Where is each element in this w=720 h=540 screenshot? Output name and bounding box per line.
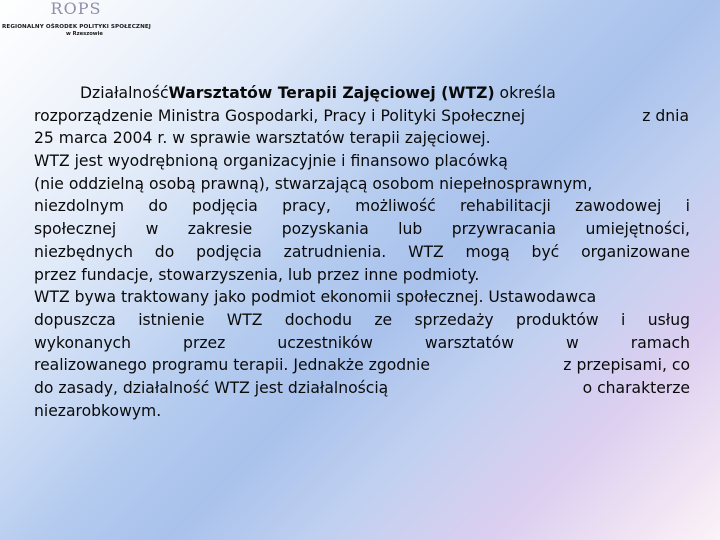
- text-line: [34, 264, 690, 287]
- text-segment: z dnia: [642, 106, 689, 125]
- text-segment: do: [148, 197, 168, 216]
- body-text: [34, 82, 690, 422]
- text-segment: Działalność: [80, 84, 169, 102]
- text-segment: określa: [494, 84, 556, 102]
- text-segment: mogą: [465, 242, 510, 261]
- text-segment: organizowane: [581, 242, 690, 261]
- text-segment: WTZ: [226, 310, 263, 329]
- text-segment: istnienie: [138, 310, 205, 329]
- text-segment: ramach: [630, 333, 690, 352]
- text-line: [34, 195, 690, 218]
- text-segment: 25 marca 2004 r. w sprawie warsztatów terapii zajęciowej.: [34, 129, 491, 148]
- text-segment: przez: [183, 333, 226, 352]
- text-segment: WTZ: [408, 242, 444, 261]
- logo-org-city: w Rzeszowie: [66, 31, 103, 37]
- logo-mark: ROPS: [50, 0, 102, 18]
- text-segment: niezbędnych: [34, 242, 133, 261]
- paragraph: [34, 150, 690, 286]
- text-segment: o charakterze: [582, 378, 690, 397]
- text-line: [34, 354, 690, 377]
- text-line: [34, 127, 690, 150]
- text-segment: możliwość: [355, 197, 436, 216]
- text-segment: pozyskania: [281, 220, 369, 239]
- text-line: [34, 377, 690, 400]
- text-line: [34, 173, 690, 196]
- text-segment: WTZ bywa traktowany jako podmiot ekonomii społecznej. Ustawodawca: [34, 288, 597, 307]
- paragraph: [34, 286, 690, 422]
- text-segment: rehabilitacji: [459, 197, 551, 216]
- text-segment: niezdolnym: [34, 197, 125, 216]
- text-segment: do zasady, działalność WTZ jest działalnością: [34, 378, 389, 397]
- text-segment: WTZ jest wyodrębnioną organizacyjnie i finansowo placówką: [34, 152, 508, 171]
- text-segment: dochodu: [284, 310, 352, 329]
- text-segment: rozporządzenie Ministra Gospodarki, Pracy i Polityki Społecznej: [34, 106, 526, 125]
- text-segment: w: [566, 333, 579, 352]
- text-segment: dopuszcza: [34, 310, 116, 329]
- text-segment: niezarobkowym.: [34, 401, 162, 420]
- text-segment: realizowanego programu terapii. Jednakże zgodnie: [34, 356, 430, 375]
- text-segment: do: [154, 242, 175, 261]
- text-segment: przez fundacje, stowarzyszenia, lub przez inne podmioty.: [34, 265, 480, 284]
- text-line: [34, 309, 690, 332]
- text-line: [34, 241, 690, 264]
- text-segment: produktów: [515, 310, 599, 329]
- text-segment: przywracania: [451, 220, 557, 239]
- text-segment: zawodowej: [575, 197, 662, 216]
- rops-logo: [0, 0, 170, 48]
- text-segment: podjęcia: [192, 197, 258, 216]
- text-segment: usług: [647, 310, 690, 329]
- text-segment: i: [621, 310, 626, 329]
- text-segment: ze: [374, 310, 393, 329]
- logo-org-name: REGIONALNY OŚRODEK POLITYKI SPOŁECZNEJ: [2, 24, 151, 30]
- text-segment: sprzedaży: [414, 310, 494, 329]
- text-line: [34, 82, 690, 105]
- text-segment: uczestników: [277, 333, 373, 352]
- text-line: [34, 286, 690, 309]
- text-segment: pracy,: [282, 197, 331, 216]
- text-line: [34, 332, 690, 355]
- text-line: [34, 150, 690, 173]
- text-segment: warsztatów: [424, 333, 514, 352]
- text-line: [34, 218, 690, 241]
- text-line: [34, 105, 690, 128]
- text-segment: i: [685, 197, 690, 216]
- text-segment: lub: [398, 220, 423, 239]
- text-segment-bold: Warsztatów Terapii Zajęciowej (WTZ): [168, 84, 495, 102]
- text-segment: podjęcia: [196, 242, 262, 261]
- text-segment: zatrudnienia.: [283, 242, 387, 261]
- text-segment: umiejętności,: [585, 220, 690, 239]
- text-segment: społecznej: [34, 220, 117, 239]
- text-segment: w: [145, 220, 159, 239]
- text-segment: (nie oddzielną osobą prawną), stwarzającą osobom niepełnosprawnym,: [34, 174, 593, 193]
- text-segment: zakresie: [187, 220, 253, 239]
- text-segment: być: [531, 242, 560, 261]
- text-line: [34, 400, 690, 423]
- text-segment: z przepisami, co: [563, 356, 690, 375]
- text-segment: wykonanych: [34, 333, 132, 352]
